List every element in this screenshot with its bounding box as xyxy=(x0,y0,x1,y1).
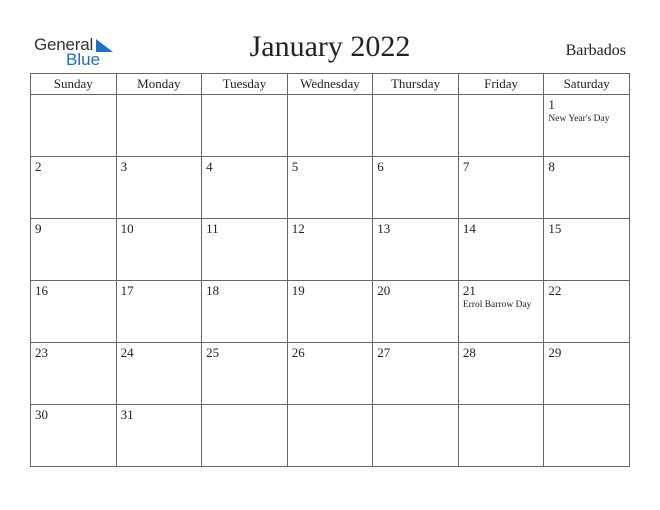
day-number: 22 xyxy=(548,283,562,298)
day-cell xyxy=(373,343,459,405)
week-row xyxy=(31,157,630,219)
weekday-header-tuesday: Tuesday xyxy=(202,74,288,95)
weekday-header-wednesday: Wednesday xyxy=(287,74,373,95)
day-cell xyxy=(544,95,630,157)
day-cell xyxy=(458,281,544,343)
day-number: 2 xyxy=(35,159,42,174)
day-number: 29 xyxy=(548,345,562,360)
weekday-header-friday: Friday xyxy=(458,74,544,95)
day-number: 4 xyxy=(206,159,213,174)
day-cell xyxy=(373,95,459,157)
day-cell xyxy=(373,157,459,219)
day-cell xyxy=(287,219,373,281)
day-cell xyxy=(202,405,288,467)
day-cell xyxy=(31,157,117,219)
day-cell xyxy=(116,95,202,157)
day-number: 25 xyxy=(206,345,220,360)
day-number: 27 xyxy=(377,345,391,360)
day-number: 26 xyxy=(291,345,305,360)
day-number: 3 xyxy=(120,159,128,174)
day-cell xyxy=(116,405,202,467)
day-cell xyxy=(31,343,117,405)
day-cell xyxy=(202,343,288,405)
day-cell xyxy=(373,405,459,467)
day-number: 6 xyxy=(377,159,384,174)
day-cell xyxy=(544,343,630,405)
calendar-title: January 2022 xyxy=(249,30,411,63)
calendar-grid xyxy=(30,73,630,467)
day-number: 17 xyxy=(120,283,134,298)
day-number: 20 xyxy=(377,283,391,298)
day-cell xyxy=(31,281,117,343)
day-number: 9 xyxy=(35,221,42,236)
day-cell xyxy=(544,219,630,281)
weekday-header-sunday: Sunday xyxy=(31,74,117,95)
week-row xyxy=(31,405,630,467)
day-cell xyxy=(373,219,459,281)
day-cell xyxy=(458,219,544,281)
day-number: 10 xyxy=(120,221,134,236)
logo-text-general: General xyxy=(34,35,94,54)
weekday-header-saturday: Saturday xyxy=(544,74,630,95)
day-number: 12 xyxy=(291,221,305,236)
week-row xyxy=(31,343,630,405)
day-number: 21 xyxy=(462,283,476,298)
day-cell xyxy=(458,95,544,157)
day-number: 19 xyxy=(291,283,305,298)
weekday-header-monday: Monday xyxy=(116,74,202,95)
day-number: 16 xyxy=(35,283,48,298)
day-cell xyxy=(458,157,544,219)
day-cell xyxy=(544,405,630,467)
day-number: 13 xyxy=(377,221,391,236)
day-cell xyxy=(458,405,544,467)
logo-text-blue: Blue xyxy=(66,50,101,69)
day-cell xyxy=(202,95,288,157)
day-number: 14 xyxy=(462,221,476,236)
day-cell xyxy=(116,157,202,219)
day-number: 23 xyxy=(35,345,48,360)
weekday-header-row xyxy=(31,74,630,95)
day-number: 7 xyxy=(462,159,470,174)
weekday-header-thursday: Thursday xyxy=(373,74,459,95)
day-cell xyxy=(287,281,373,343)
country-label: Barbados xyxy=(565,42,626,59)
day-number: 18 xyxy=(206,283,220,298)
day-number: 5 xyxy=(291,159,299,174)
day-number: 11 xyxy=(206,221,219,236)
day-cell xyxy=(373,281,459,343)
day-cell xyxy=(202,281,288,343)
day-cell xyxy=(287,405,373,467)
week-row xyxy=(31,281,630,343)
day-cell xyxy=(544,157,630,219)
day-cell xyxy=(31,405,117,467)
day-cell xyxy=(116,281,202,343)
day-cell xyxy=(202,219,288,281)
day-cell xyxy=(287,343,373,405)
day-cell xyxy=(31,219,117,281)
day-cell xyxy=(116,343,202,405)
day-cell xyxy=(31,95,117,157)
day-number: 8 xyxy=(548,159,555,174)
day-number: 1 xyxy=(548,97,555,112)
day-number: 24 xyxy=(120,345,134,360)
day-number: 28 xyxy=(462,345,476,360)
holiday-label: New Year's Day xyxy=(548,114,610,124)
day-cell xyxy=(287,95,373,157)
week-row xyxy=(31,95,630,157)
day-cell xyxy=(458,343,544,405)
day-cell xyxy=(116,219,202,281)
day-cell xyxy=(544,281,630,343)
week-row xyxy=(31,219,630,281)
holiday-label: Errol Barrow Day xyxy=(462,300,532,310)
day-cell xyxy=(202,157,288,219)
day-number: 15 xyxy=(548,221,562,236)
day-number: 31 xyxy=(120,407,134,422)
day-cell xyxy=(287,157,373,219)
day-number: 30 xyxy=(35,407,48,422)
